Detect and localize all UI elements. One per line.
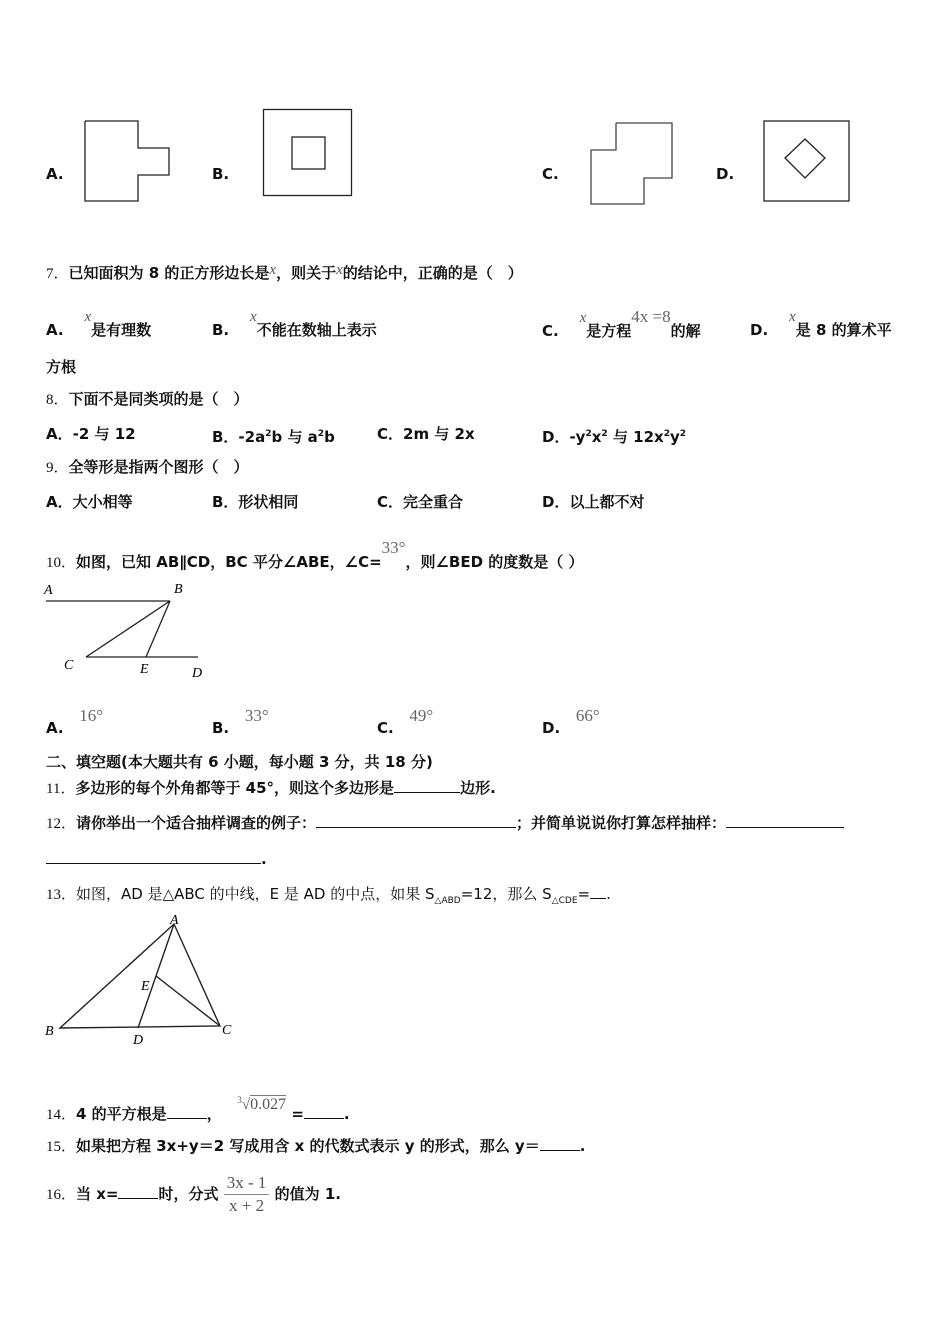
shape-a-figure <box>80 118 175 206</box>
option-c-label: C. <box>542 165 559 183</box>
q9-option-c[interactable]: C．完全重合 <box>377 493 464 511</box>
q12-example-blank[interactable] <box>316 813 516 828</box>
point-e-label: E <box>140 662 149 677</box>
q12-method-blank-cont[interactable] <box>46 849 261 864</box>
question-11: 11．多边形的每个外角都等于 45°，则这个多边形是 边形. <box>46 779 496 797</box>
q8-option-a[interactable]: A．-2 与 12 <box>46 425 136 443</box>
point-d-label: D <box>192 666 203 681</box>
q7-option-d[interactable]: D. x是 8 的算术平 <box>750 309 892 339</box>
point-d-label: D <box>133 1033 144 1048</box>
point-e-label: E <box>141 979 150 994</box>
question-9: 9．全等形是指两个图形（ ） <box>46 458 249 476</box>
q11-answer-blank[interactable] <box>394 778 460 793</box>
question-15: 15．如果把方程 3x+y＝2 写成用含 x 的代数式表示 y 的形式，那么 y＝ . <box>46 1137 586 1155</box>
section-2-heading: 二、填空题(本大题共有 6 小题，每小题 3 分，共 18 分) <box>46 753 433 771</box>
q9-option-d[interactable]: D．以上都不对 <box>542 493 645 511</box>
q7-option-c[interactable]: C. x是方程4x =8的解 <box>542 307 701 340</box>
option-a-label: A. <box>46 165 64 183</box>
point-c-label: C <box>64 658 74 673</box>
shape-c-figure <box>586 118 678 208</box>
q10-option-d[interactable]: D. 66° <box>542 706 600 737</box>
q9-option-a[interactable]: A．大小相等 <box>46 493 133 511</box>
option-b-label: B. <box>212 165 230 183</box>
q16-answer-blank[interactable] <box>118 1184 158 1199</box>
point-a-label: A <box>170 913 179 928</box>
question-14: 14．4 的平方根是 ， $^3$√0.027 = . <box>46 1095 350 1123</box>
question-12: 12．请你举出一个适合抽样调查的例子： ；并简单说说你打算怎样抽样： <box>46 813 844 834</box>
point-b-label: B <box>174 582 183 597</box>
question-7: 7．已知面积为 8 的正方形边长是x，则关于x的结论中，正确的是（ ） <box>46 262 523 282</box>
point-b-label: B <box>45 1024 54 1039</box>
question-8: 8．下面不是同类项的是（ ） <box>46 390 249 408</box>
q14-sqrt-blank[interactable] <box>167 1104 207 1119</box>
q13-answer-blank[interactable] <box>590 884 606 899</box>
q7-option-a[interactable]: A. x是有理数 <box>46 309 152 339</box>
shape-d-figure <box>760 117 854 205</box>
q8-option-b[interactable]: B．$-2a^2b$ 与 $a^2b$ <box>212 428 335 446</box>
q9-option-b[interactable]: B．形状相同 <box>212 493 299 511</box>
q13-figure <box>40 912 240 1050</box>
q12-method-blank[interactable] <box>726 813 844 828</box>
question-16: 16．当 x= 时，分式 $\frac{3x - 1}{x + 2}$ 的值为 1. <box>46 1173 341 1215</box>
q8-option-d[interactable]: D．$-y^2x^2$ 与 $12x^2y^2$ <box>542 428 686 446</box>
q10-option-b[interactable]: B. 33° <box>212 706 269 737</box>
q10-option-c[interactable]: C. 49° <box>377 706 434 737</box>
option-d-label: D. <box>716 165 735 183</box>
q7-option-d-continued: 方根 <box>46 358 77 376</box>
point-a-label: A <box>44 583 53 598</box>
q8-option-c[interactable]: C．2m 与 2x <box>377 425 475 443</box>
question-12-continued: . <box>46 849 267 869</box>
shape-b-figure <box>260 106 356 200</box>
fraction: $\frac{3x - 1}{x + 2}$ <box>224 1172 270 1217</box>
q15-answer-blank[interactable] <box>540 1136 580 1151</box>
q10-figure <box>40 578 215 682</box>
q14-cuberoot-blank[interactable] <box>304 1104 344 1119</box>
q10-option-a[interactable]: A. 16° <box>46 706 104 737</box>
question-13: 13．如图，AD 是△ABC 的中线，E 是 AD 的中点，如果 $S_{\triangle ABD}=12$，那么 $S_{\triangle CDE}=$ . <box>46 885 611 906</box>
point-c-label: C <box>222 1023 232 1038</box>
q7-option-b[interactable]: B. x不能在数轴上表示 <box>212 309 377 339</box>
question-10: 10．如图，已知 AB∥CD，BC 平分∠ABE，∠C=33°，则∠BED 的度数是（ ） <box>46 538 584 571</box>
